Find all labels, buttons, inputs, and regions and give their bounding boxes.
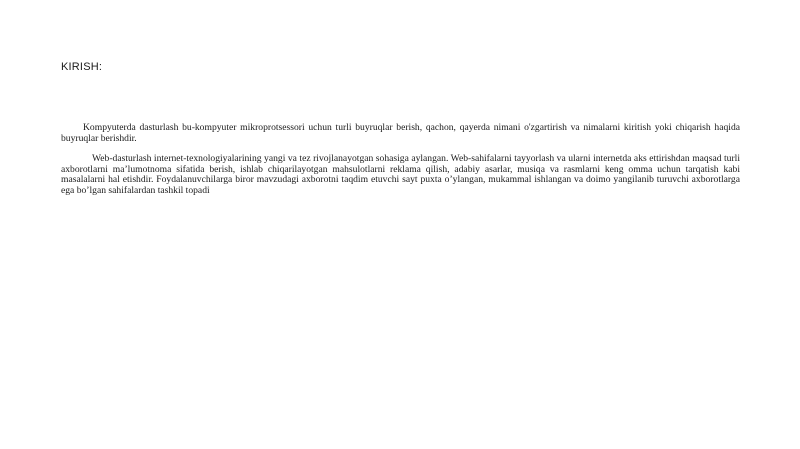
section-heading: KIRISH: <box>61 61 103 73</box>
paragraph-2: Web-dasturlash internet-texnologiyalarining yangi va tez rivojlanayotgan sohasiga aylangan. Web-sahifalarni tayyorlash va ularni internetda aks ettirishdan maqsad turli axborotlarni ma’lumotnoma sifatida berish, ishlab chiqarilayotgan mahsulotlarni reklama qilish, adabiy asarlar, musiqa va rasmlarni keng omma uchun tarqatish kabi masalalarni hal etishdir. Foydalanuvchilarga biror mavzudagi axborotni taqdim etuvchi sayt puxta o’ylangan, mukammal ishlangan va doimo yangilanib turuvchi axborotlarga ega bo’lgan sahifalardan tashkil topadi <box>61 153 740 196</box>
paragraph-1: Kompyuterda dasturlash bu-kompyuter mikroprotsessori uchun turli buyruqlar berish, qachon, qayerda nimani o'zgartirish va nimalarni kiritish yoki chiqarish haqida buyruqlar berishdir. <box>61 122 740 144</box>
